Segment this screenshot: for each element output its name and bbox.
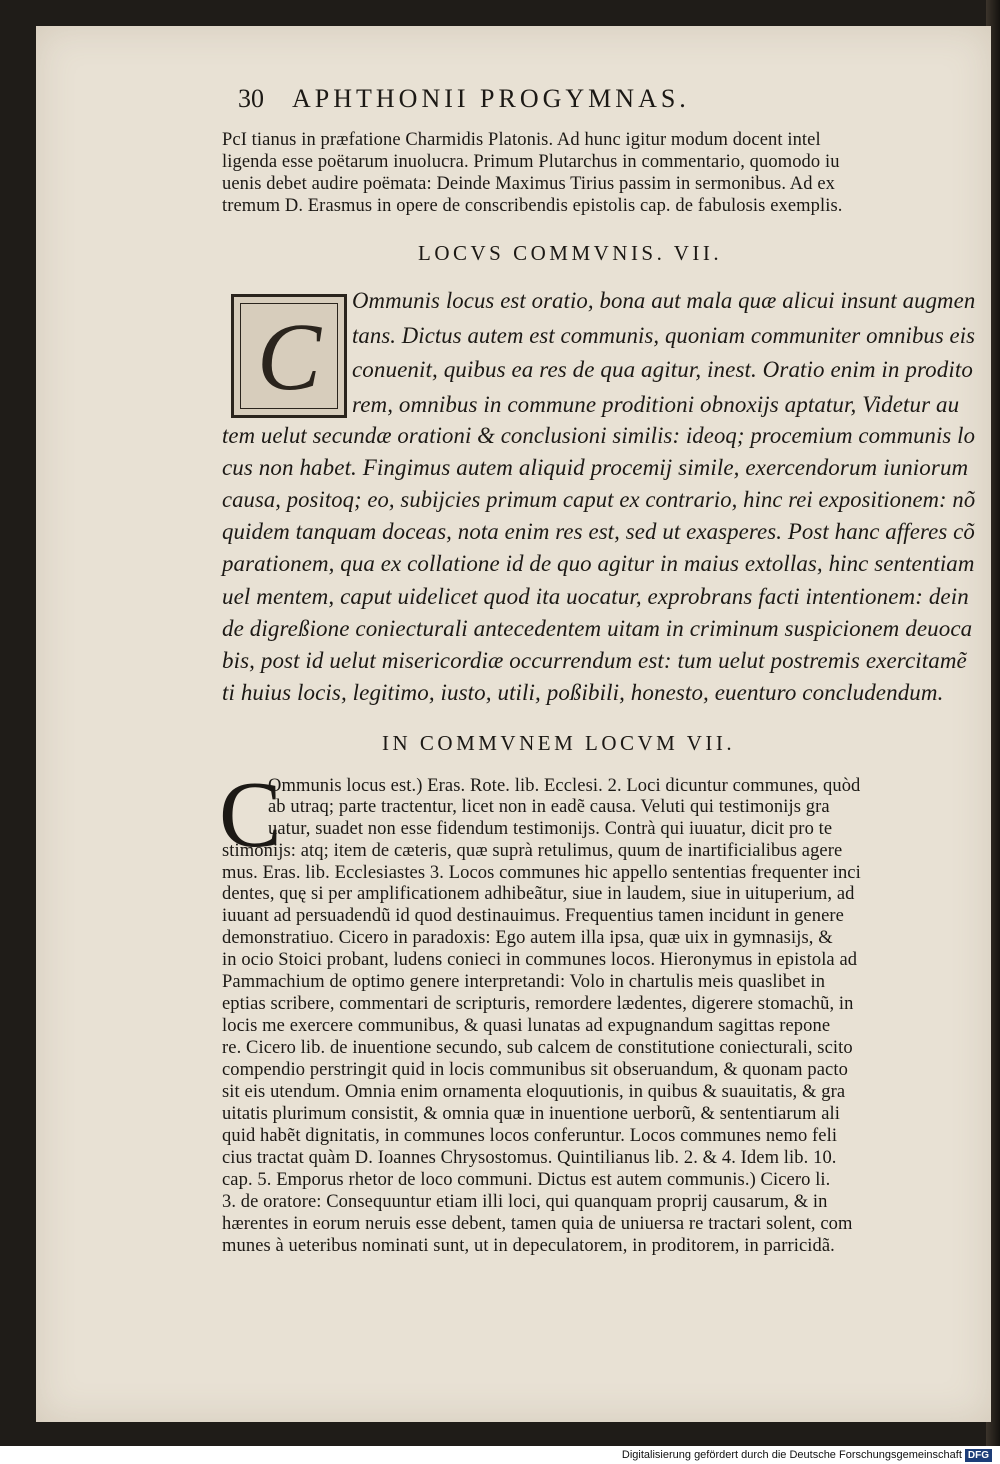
text-line: conuenit, quibus ea res de qua agitur, inest. Oratio enim in prodito: [352, 357, 973, 382]
text-line: PcI tianus in præfatione Charmidis Platonis. Ad hunc igitur modum docent intel: [222, 130, 821, 150]
initial-letter: C: [219, 763, 282, 867]
dfg-logo: DFG: [965, 1449, 992, 1462]
text-line: ti huius locis, legitimo, iusto, utili, poßibili, honesto, euenturo concludendum.: [222, 680, 944, 705]
text-line: quid habẽt dignitatis, in communes locos conferuntur. Locos communes nemo feli: [222, 1126, 838, 1146]
section-heading: IN COMMVNEM LOCVM VII.: [382, 731, 736, 755]
text-line: uel mentem, caput uidelicet quod ita uocatur, exprobrans facti intentionem: dein: [222, 584, 969, 609]
text-line: Pammachium de optimo genere interpretandi: Volo in chartulis meis quaslibet in: [222, 972, 826, 992]
initial-letter: C: [256, 303, 322, 410]
text-line: uatur, suadet non esse fidendum testimonijs. Contrà qui iuuatur, dicit pro te: [268, 819, 833, 839]
page-number: 30: [238, 84, 264, 113]
footer-text: Digitalisierung gefördert durch die Deutsche Forschungsgemeinschaft: [621, 1449, 962, 1461]
text-line: tem uelut secundæ orationi & conclusioni similis: ideoq; procemium communis lo: [222, 423, 976, 448]
text-line: locis me exercere communibus, & quasi lunatas ad expugnandum sagittas repone: [222, 1016, 831, 1036]
text-line: rem, omnibus in commune proditioni obnoxijs aptatur, Videtur au: [352, 392, 960, 417]
text-line: bis, post id uelut misericordiæ occurrendum est: tum uelut postremis exercitamẽ: [222, 648, 967, 673]
text-line: cius tractat quàm D. Ioannes Chrysostomus. Quintilianus lib. 2. & 4. Idem lib. 10.: [222, 1148, 837, 1168]
footer-credit: [622, 1446, 992, 1464]
section-heading: LOCVS COMMVNIS. VII.: [418, 241, 723, 265]
text-line: parationem, qua ex collatione id de quo agitur in maius extollas, hinc sententiam: [222, 551, 975, 576]
text-line: ligenda esse poëtarum inuolucra. Primum Plutarchus in commentario, quomodo iu: [222, 152, 840, 172]
text-line: iuuant ad persuadendũ id quod destinauimus. Frequentius tamen incidunt in genere: [222, 906, 844, 926]
running-title: APHTHONII PROGYMNAS.: [292, 84, 690, 113]
text-line: hærentes in eorum neruis esse debent, tamen quia de uniuersa re tractari solent, com: [222, 1214, 853, 1234]
text-line: causa, positoq; eo, subijcies primum caput ex contrario, hinc rei expositionem: nõ: [222, 487, 976, 512]
text-line: in ocio Stoici probant, ludens conieci in communes locos. Hieronymus in epistola ad: [222, 950, 858, 970]
text-line: Ommunis locus est oratio, bona aut mala quæ alicui insunt augmen: [352, 288, 976, 313]
page-header: [238, 84, 690, 114]
text-line: munes à ueteribus nominati sunt, ut in depeculatorem, in proditorem, in parricidã.: [222, 1236, 835, 1256]
text-line: cus non habet. Fingimus autem aliquid procemij simile, exercendorum iuniorum: [222, 455, 969, 480]
text-line: dentes, quę si per amplificationem adhibeãtur, siue in laudem, siue in uituperium, ad: [222, 884, 855, 904]
text-line: Ommunis locus est.) Eras. Rote. lib. Ecclesi. 2. Loci dicuntur communes, quòd: [268, 776, 861, 796]
decorated-initial: [231, 294, 347, 418]
text-line: ab utraq; parte tractentur, licet non in eadẽ causa. Veluti qui testimonijs gra: [268, 797, 830, 817]
text-line: eptias scribere, commentari de scripturis, remordere lædentes, digerere stomachũ, in: [222, 994, 854, 1014]
text-line: demonstratiuo. Cicero in paradoxis: Ego autem illa ipsa, quæ uix in gymnasijs, &: [222, 928, 833, 948]
text-line: sit eis utendum. Omnia enim ornamenta eloquutionis, in quibus & suauitatis, & gra: [222, 1082, 846, 1102]
text-line: uenis debet audire poëmata: Deinde Maximus Tirius passim in sermonibus. Ad ex: [222, 174, 835, 194]
text-line: quidem tanquam doceas, nota enim res est, sed ut exasperes. Post hanc afferes cõ: [222, 519, 975, 544]
text-line: uitatis plurimum consistit, & omnia quæ in inuentione uerborũ, & sententiarum ali: [222, 1104, 841, 1124]
text-line: tremum D. Erasmus in opere de conscribendis epistolis cap. de fabulosis exemplis.: [222, 196, 843, 216]
text-line: compendio perstringit quid in locis communibus sit obseruandum, & quonam pacto: [222, 1060, 848, 1080]
text-line: re. Cicero lib. de inuentione secundo, sub calcem de constitutione coniecturali, scito: [222, 1038, 853, 1058]
text-line: mus. Eras. lib. Ecclesiastes 3. Locos communes hic appello sententias frequenter inci: [222, 863, 861, 883]
text-line: de digreßione coniecturali antecedentem uitam in criminum suspicionem deuoca: [222, 616, 973, 641]
text-line: cap. 5. Emporus rhetor de loco communi. Dictus est autem communis.) Cicero li.: [222, 1170, 831, 1190]
text-line: stimonijs: atq; item de cæteris, quæ suprà retulimus, quum de inartificialibus agere: [222, 841, 843, 861]
text-line: 3. de oratore: Consequuntur etiam illi loci, qui quanquam proprij causarum, & in: [222, 1192, 828, 1212]
text-line: tans. Dictus autem est communis, quoniam communiter omnibus eis: [352, 323, 976, 348]
